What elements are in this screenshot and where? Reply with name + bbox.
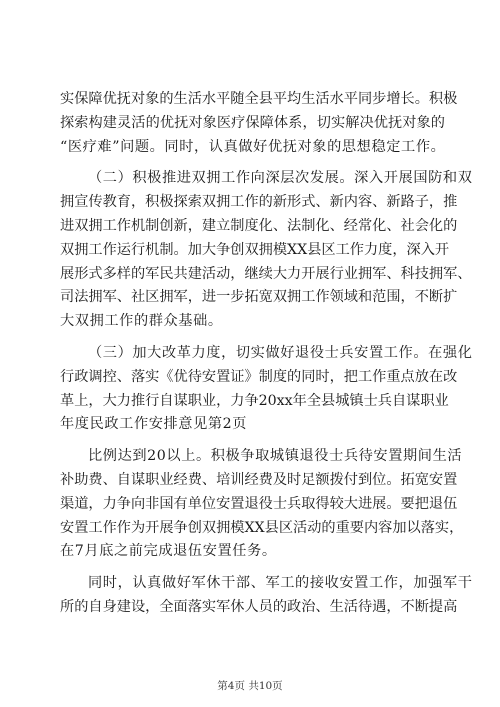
text-line: 年度民政工作安排意见第2页: [60, 416, 248, 433]
document-body: [60, 88, 473, 628]
paragraph-4: [60, 445, 464, 564]
paragraph-5: [60, 572, 473, 620]
text-line: 比例达到20以上。积极争取城镇退役士兵待安置期间生活: [88, 448, 463, 465]
text-line: “医疗难”问题。同时，认真做好优抚对象的思想稳定工作。: [60, 138, 446, 155]
text-line: 双拥工作运行机制。加大争创双拥模XX县区工作力度，深入开: [60, 241, 450, 258]
text-line: 补助费、自谋职业经费、培训经费及时足额拨付到位。拓宽安置: [60, 471, 458, 488]
text-line: 渠道，力争向非国有单位安置退役士兵取得较大进展。要把退伍: [60, 495, 458, 512]
text-line: 大双拥工作的群众基础。: [60, 313, 223, 330]
text-line: 革上，大力推行自谋职业，力争20xx年全县城镇士兵自谋职业: [60, 392, 449, 409]
page-footer: 第4页 共10页: [217, 680, 283, 692]
text-line: 探索构建灵活的优抚对象医疗保障体系，切实解决优抚对象的: [60, 114, 445, 131]
text-line: 拥宣传教育，积极探索双拥工作的新形式、新内容、新路子，推: [60, 194, 458, 211]
text-line: 司法拥军、社区拥军，进一步拓宽双拥工作领域和范围，不断扩: [60, 289, 458, 306]
text-line: 在7月底之前完成退伍安置任务。: [60, 543, 277, 560]
paragraph-1: [60, 88, 458, 159]
text-line: 安置工作作为开展争创双拥模XX县区活动的重要内容加以落实，: [60, 519, 464, 536]
text-line: （三）加大改革力度，切实做好退役士兵安置工作。在强化: [88, 344, 473, 361]
text-line: 展形式多样的军民共建活动，继续大力开展行业拥军、科技拥军、: [60, 265, 472, 282]
text-line: 所的自身建设，全面落实军休人员的政治、生活待遇，不断提高: [60, 598, 458, 615]
paragraph-3: [60, 342, 473, 437]
text-line: 行政调控、落实《优待安置证》制度的同时，把工作重点放在改: [60, 368, 458, 385]
text-line: 同时，认真做好军休干部、军工的接收安置工作，加强军干: [88, 575, 473, 592]
text-line: 进双拥工作机制创新，建立制度化、法制化、经常化、社会化的: [60, 217, 458, 234]
text-line: （二）积极推进双拥工作向深层次发展。深入开展国防和双: [88, 170, 473, 187]
text-line: 实保障优抚对象的生活水平随全县平均生活水平同步增长。积极: [60, 91, 458, 107]
paragraph-2: [60, 167, 473, 334]
